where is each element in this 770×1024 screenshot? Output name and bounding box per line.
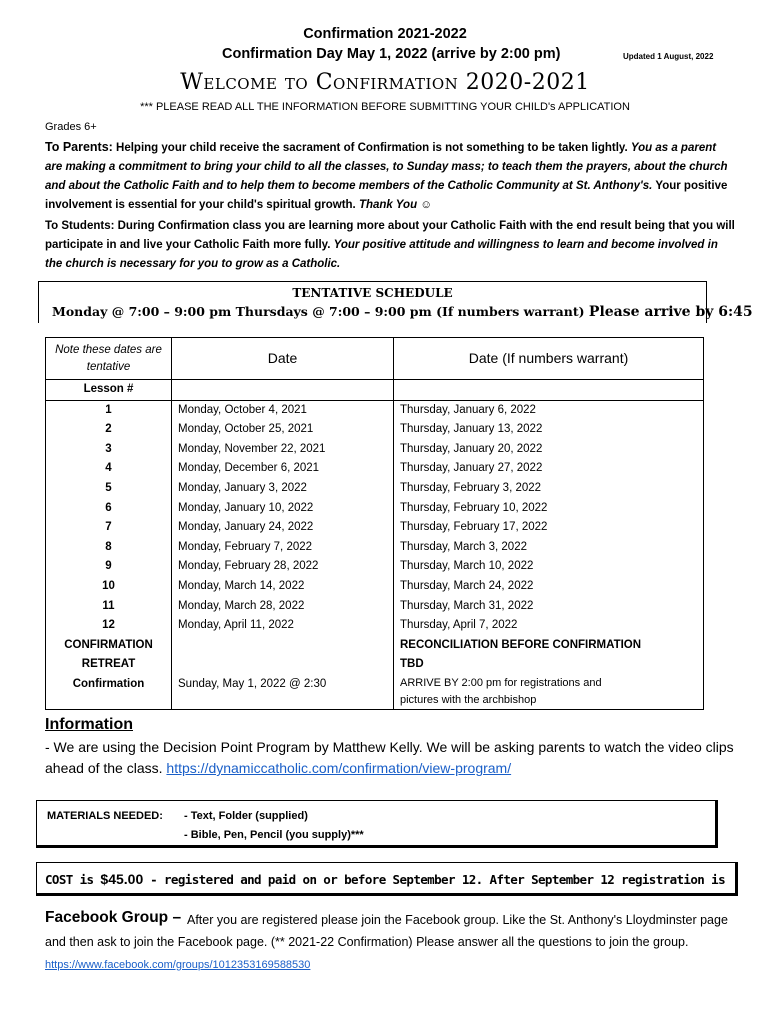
confirmation-note-2: pictures with the archbishop xyxy=(400,693,537,706)
monday-date: Monday, January 10, 2022 xyxy=(172,499,394,519)
schedule-table xyxy=(45,337,704,710)
table-row xyxy=(46,597,704,617)
blank-cell xyxy=(172,380,394,401)
lesson-number: 2 xyxy=(46,420,172,440)
schedule-arrive: Please arrive by 6:45 xyxy=(588,304,753,320)
lesson-number: 4 xyxy=(46,459,172,479)
program-link[interactable]: https://dynamiccatholic.com/confirmation/view-program/ xyxy=(166,760,512,776)
lesson-number: 8 xyxy=(46,538,172,558)
lesson-number: 5 xyxy=(46,479,172,499)
table-row xyxy=(46,538,704,558)
doc-title: Confirmation 2021-2022 xyxy=(303,26,467,42)
materials-box xyxy=(36,800,718,848)
alt-date-header: Date (If numbers warrant) xyxy=(394,338,704,380)
table-header-row xyxy=(46,338,704,380)
retreat-label-2: RETREAT xyxy=(81,658,136,671)
monday-date: Monday, February 28, 2022 xyxy=(172,557,394,577)
thursday-date: Thursday, March 3, 2022 xyxy=(394,538,704,558)
monday-date: Monday, December 6, 2021 xyxy=(172,459,394,479)
note-header xyxy=(46,338,172,380)
lesson-label: Lesson # xyxy=(46,380,172,401)
schedule-title: TENTATIVE SCHEDULE xyxy=(292,286,453,300)
cost-rest: - registered and paid on or before September 12. After September 12 registration is xyxy=(143,872,725,887)
date-header: Date xyxy=(172,338,394,380)
confirmation-day: Confirmation Day May 1, 2022 (arrive by 2:00 pm) xyxy=(222,46,561,62)
reconciliation-2: TBD xyxy=(400,658,424,671)
monday-date: Monday, November 22, 2021 xyxy=(172,440,394,460)
schedule-times: Monday @ 7:00 – 9:00 pm Thursdays @ 7:00 – 9:00 pm (If numbers warrant) xyxy=(52,304,589,319)
materials-line-2: - Bible, Pen, Pencil (you supply)*** xyxy=(184,829,364,841)
lesson-number: 3 xyxy=(46,440,172,460)
parents-thanks: Thank You ☺ xyxy=(358,199,433,211)
grades: Grades 6+ xyxy=(45,121,97,133)
monday-date: Monday, April 11, 2022 xyxy=(172,616,394,636)
parents-paragraph xyxy=(45,138,735,215)
table-row xyxy=(46,518,704,538)
confirmation-date: Sunday, May 1, 2022 @ 2:30 xyxy=(172,675,394,710)
materials-label: MATERIALS NEEDED: xyxy=(47,810,163,822)
table-row xyxy=(46,499,704,519)
retreat-label xyxy=(46,636,172,675)
updated-date: Updated 1 August, 2022 xyxy=(623,52,714,61)
students-paragraph xyxy=(45,217,735,274)
facebook-text: After you are registered please join the Facebook group. Like the St. Anthony's Lloydminster page and then ask to join the Facebook page. (** 2021-22 Confirmation) Please answer all the questions to join the group. xyxy=(45,913,728,949)
monday-date: Monday, October 4, 2021 xyxy=(172,400,394,420)
lesson-number: 12 xyxy=(46,616,172,636)
confirmation-label: Confirmation xyxy=(46,675,172,710)
cost-lead: COST is xyxy=(45,872,101,887)
lesson-number: 11 xyxy=(46,597,172,617)
monday-date: Monday, October 25, 2021 xyxy=(172,420,394,440)
schedule-box xyxy=(38,281,753,323)
students-italic: Your positive attitude and willingness to learn and become involved in the church is necessary for you to grow as a Catholic. xyxy=(45,239,718,270)
lesson-number: 9 xyxy=(46,557,172,577)
info-text xyxy=(45,737,735,779)
table-row xyxy=(46,479,704,499)
facebook-link[interactable]: https://www.facebook.com/groups/1012353169588530 xyxy=(45,959,311,971)
materials-line-1: - Text, Folder (supplied) xyxy=(184,810,308,822)
table-row xyxy=(46,459,704,479)
confirmation-note xyxy=(394,675,704,710)
monday-date: Monday, February 7, 2022 xyxy=(172,538,394,558)
parents-text2: Your positive involvement is essential for your child's spiritual growth. xyxy=(45,180,728,211)
table-row xyxy=(46,440,704,460)
lesson-number: 1 xyxy=(46,400,172,420)
table-row xyxy=(46,577,704,597)
reconciliation-cell xyxy=(394,636,704,675)
cost-box xyxy=(36,862,738,896)
note-text: Note these dates are tentative xyxy=(55,343,162,373)
schedule-line xyxy=(52,304,753,320)
welcome-heading: Welcome to Confirmation 2020-2021 xyxy=(180,70,590,95)
thursday-date: Thursday, April 7, 2022 xyxy=(394,616,704,636)
facebook-title: Facebook Group – xyxy=(45,909,182,926)
cost-amount: $45.00 xyxy=(100,871,144,887)
retreat-label-1: CONFIRMATION xyxy=(64,638,153,651)
info-title: Information xyxy=(45,716,133,733)
thursday-date: Thursday, January 6, 2022 xyxy=(394,400,704,420)
thursday-date: Thursday, March 24, 2022 xyxy=(394,577,704,597)
thursday-date: Thursday, February 17, 2022 xyxy=(394,518,704,538)
retreat-row xyxy=(46,636,704,675)
thursday-date: Thursday, March 10, 2022 xyxy=(394,557,704,577)
parents-italic: You as a parent are making a commitment to bring your child to all the classes, to Sunday mass; to teach them the prayers, about the church and about the Catholic Faith and to help them to become members of the Catholic Community at St. Anthony's. xyxy=(45,142,728,192)
thursday-date: Thursday, February 10, 2022 xyxy=(394,499,704,519)
monday-date: Monday, January 24, 2022 xyxy=(172,518,394,538)
table-row xyxy=(46,400,704,420)
thursday-date: Thursday, January 27, 2022 xyxy=(394,459,704,479)
thursday-date: Thursday, February 3, 2022 xyxy=(394,479,704,499)
cost-text xyxy=(45,871,725,887)
thursday-date: Thursday, March 31, 2022 xyxy=(394,597,704,617)
thursday-date: Thursday, January 13, 2022 xyxy=(394,420,704,440)
lesson-number: 6 xyxy=(46,499,172,519)
students-text: To Students: During Confirmation class you are learning more about your Catholic Faith with the end result being that you will participate in and live your Catholic Faith more fully. xyxy=(45,220,735,251)
lesson-rows xyxy=(46,400,704,636)
table-row xyxy=(46,616,704,636)
blank-cell xyxy=(394,380,704,401)
monday-date: Monday, March 28, 2022 xyxy=(172,597,394,617)
table-row xyxy=(46,557,704,577)
please-read-notice: *** PLEASE READ ALL THE INFORMATION BEFORE SUBMITTING YOUR CHILD's APPLICATION xyxy=(140,101,630,113)
reconciliation-1: RECONCILIATION BEFORE CONFIRMATION xyxy=(400,638,642,651)
monday-date: Monday, March 14, 2022 xyxy=(172,577,394,597)
confirmation-note-1: ARRIVE BY 2:00 pm for registrations and xyxy=(400,676,602,689)
retreat-date xyxy=(172,636,394,675)
confirmation-row xyxy=(46,675,704,710)
lesson-label-row xyxy=(46,380,704,401)
info-body: - We are using the Decision Point Program by Matthew Kelly. We will be asking parents to watch the video clips ahead of the class. xyxy=(45,739,734,776)
monday-date: Monday, January 3, 2022 xyxy=(172,479,394,499)
lesson-number: 10 xyxy=(46,577,172,597)
parents-text: Helping your child receive the sacrament of Confirmation is not something to be taken lightly. xyxy=(112,142,631,154)
table-row xyxy=(46,420,704,440)
parents-lead: To Parents: xyxy=(45,140,113,154)
lesson-number: 7 xyxy=(46,518,172,538)
thursday-date: Thursday, January 20, 2022 xyxy=(394,440,704,460)
